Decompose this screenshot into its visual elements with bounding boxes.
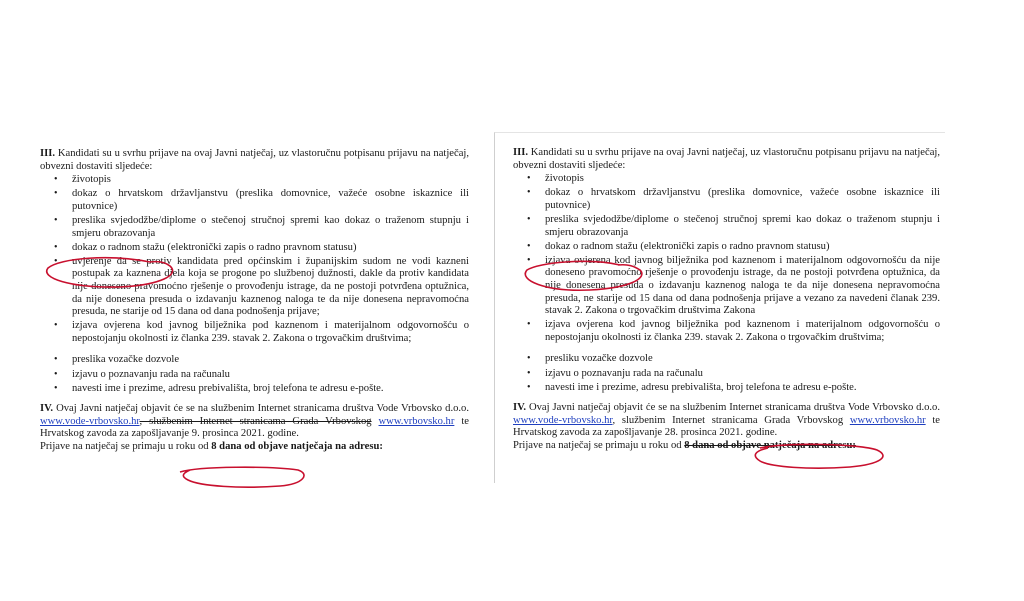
requirements-list <box>513 173 940 394</box>
section-3-intro <box>513 147 940 172</box>
section-number: IV. <box>40 403 54 415</box>
deadline-line: Prijave na natječaj se primaju u roku od 8 dana od objave natječaja na adresu: <box>40 440 383 452</box>
list-item: • izjava ovjerena kod javnog bilježnika pod kaznenom i materijalnom odgovornošću da nije doneseno pravomoćno rješenje o provođenju istrage, da ne postoji potvrđena optužnica, da nije donesena presuda o izdavanju kaznenog naloga te da nije donesena nepravomoćna presuda, ne starije od 15 dana od dana podnošenja prijave a vezano za navedeni članak 239. stavak 2. Zakona o trgovačkim društvima Zakona <box>527 254 940 317</box>
publication-date: 28. prosinca 2021. godine. <box>664 427 778 439</box>
list-item: • navesti ime i prezime, adresu prebivališta, broj telefona te adresu e-pošte. <box>54 382 384 394</box>
document-right <box>494 132 945 483</box>
list-item: • izjava ovjerena kod javnog bilježnika pod kaznenom i materijalnom odgovornošću o nepostojanju okolnosti iz članka 239. stavak 2. Zakona o trgovačkim društvima; <box>54 320 469 344</box>
deadline-emphasis: 8 dana od objave natječaja na adresu: <box>684 439 856 451</box>
link-vode-vrbovsko[interactable]: www.vode-vrbovsko.hr <box>513 414 613 426</box>
link-vrbovsko[interactable]: www.vrbovsko.hr <box>378 415 455 427</box>
list-item: • uvjerenje da se protiv kandidata pred općinskim i županijskim sudom ne vodi kazneni postupak za kaznena djela koja se progone po službenoj dužnosti, dakle da protiv kandidata nije doneseno pravomoćno rješenje o provođenju istrage, da ne postoji potvrđena optužnica, da nije donesena presuda o izdavanju kaznenog naloga te da nije donesena nepravomoćna presuda, ne starije od 15 dana od dana podnošenja prijave; <box>54 255 469 318</box>
list-item: • dokaz o hrvatskom državljanstvu (preslika domovnice, važeće osobne iskaznice ili putovnice) <box>527 187 940 211</box>
link-vrbovsko[interactable]: www.vrbovsko.hr <box>849 414 926 426</box>
section-4: IV. Ovaj Javni natječaj objavit će se na službenim Internet stranicama društva Vode Vrbovsko d.o.o. www.vode-vrbovsko.hr, službenim Internet stranicama Grada Vrbovskog www.vrbovsko.hr te Hrvatskog zavoda za zapošljavanje 28. prosinca 2021. godine. <box>513 402 941 439</box>
list-item: • životopis <box>527 173 584 185</box>
section-number: IV. <box>513 402 527 414</box>
section-number: III. <box>513 147 529 158</box>
publication-date: 9. prosinca 2021. godine. <box>191 428 299 440</box>
list-item: • dokaz o radnom stažu (elektronički zapis o radno pravnom statusu) <box>527 240 830 252</box>
link-vode-vrbovsko[interactable]: www.vode-vrbovsko.hr <box>40 415 140 427</box>
list-item: • dokaz o radnom stažu (elektronički zapis o radno pravnom statusu) <box>54 241 357 253</box>
section-3-intro <box>40 148 469 173</box>
list-item: • izjava ovjerena kod javnog bilježnika pod kaznenom i materijalnom odgovornošću o nepostojanju okolnosti iz članka 239. stavak 2. Zakona o trgovačkim društvima; <box>527 319 940 343</box>
list-item: • presliku vozačke dozvole <box>527 353 653 365</box>
list-item: • izjavu o poznavanju rada na računalu <box>527 367 703 379</box>
list-item: • dokaz o hrvatskom državljanstvu (preslika domovnice, važeće osobne iskaznice ili putovnice) <box>54 188 469 212</box>
deadline-line: Prijave na natječaj se primaju u roku od 8 dana od objave natječaja na adresu: <box>513 439 856 451</box>
section-number: III. <box>40 148 56 159</box>
list-item: • preslika svjedodžbe/diplome o stečenoj stručnoj spremi kao dokaz o traženom stupnju i smjeru obrazovanja <box>527 213 940 238</box>
section-text: Kandidati su u svrhu prijave na ovaj Javni natječaj, uz vlastoručnu potpisanu prijavu na natječaj, obvezni dostaviti sljedeće: <box>513 147 940 171</box>
list-item: • izjavu o poznavanju rada na računalu <box>54 368 230 380</box>
list-item: • životopis <box>54 174 111 186</box>
document-left <box>40 142 469 482</box>
requirements-list <box>40 174 469 395</box>
deadline-emphasis: 8 dana od objave natječaja na adresu: <box>211 440 383 452</box>
list-item: • preslika svjedodžbe/diplome o stečenoj stručnoj spremi kao dokaz o traženom stupnju i smjeru obrazovanja <box>54 214 469 239</box>
section-text: Kandidati su u svrhu prijave na ovaj Javni natječaj, uz vlastoručnu potpisanu prijavu na natječaj, obvezni dostaviti sljedeće: <box>40 148 469 172</box>
section-4: IV. Ovaj Javni natječaj objavit će se na službenim Internet stranicama društva Vode Vrbovsko d.o.o. www.vode-vrbovsko.hr, službenim Internet stranicama Grada Vrbovskog www.vrbovsko.hr te Hrvatskog zavoda za zapošljavanje 9. prosinca 2021. godine. <box>40 403 469 440</box>
list-item: • navesti ime i prezime, adresu prebivališta, broj telefona te adresu e-pošte. <box>527 381 857 393</box>
list-item: • preslika vozačke dozvole <box>54 354 180 366</box>
